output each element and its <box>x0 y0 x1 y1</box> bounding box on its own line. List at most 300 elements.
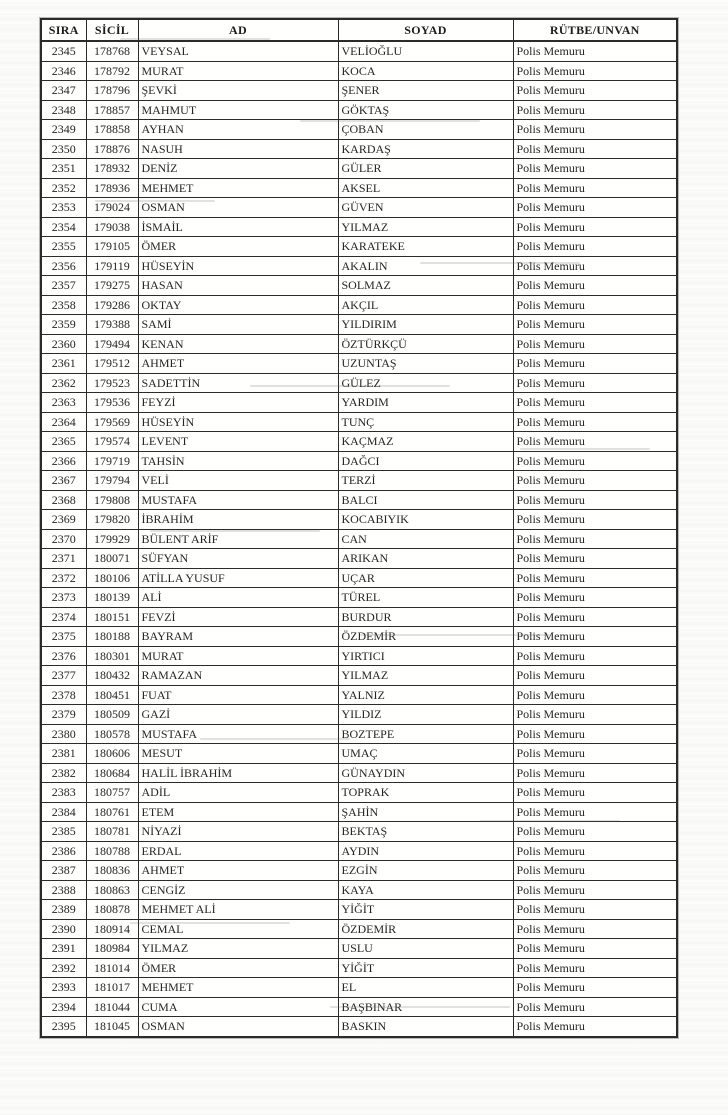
cell-sicil: 178932 <box>86 159 138 179</box>
table-row <box>41 198 677 218</box>
cell-sira: 2365 <box>41 432 86 452</box>
table-header-row <box>41 19 677 41</box>
cell-rutbe: Polis Memuru <box>513 627 677 647</box>
cell-sira: 2352 <box>41 178 86 198</box>
cell-ad: ERDAL <box>138 841 338 861</box>
cell-ad: MURAT <box>138 646 338 666</box>
table-row <box>41 393 677 413</box>
cell-sicil: 178936 <box>86 178 138 198</box>
cell-rutbe: Polis Memuru <box>513 178 677 198</box>
cell-sira: 2364 <box>41 412 86 432</box>
cell-sicil: 180509 <box>86 705 138 725</box>
cell-ad: GAZİ <box>138 705 338 725</box>
cell-sira: 2348 <box>41 100 86 120</box>
cell-soyad: EL <box>338 978 513 998</box>
cell-sira: 2387 <box>41 861 86 881</box>
table-row <box>41 646 677 666</box>
table-row <box>41 315 677 335</box>
cell-soyad: KARATEKE <box>338 237 513 257</box>
cell-sicil: 179119 <box>86 256 138 276</box>
cell-sicil: 179574 <box>86 432 138 452</box>
cell-rutbe: Polis Memuru <box>513 315 677 335</box>
cell-sicil: 179536 <box>86 393 138 413</box>
cell-soyad: TERZİ <box>338 471 513 491</box>
column-header-sicil: SİCİL <box>86 19 138 41</box>
table-row <box>41 705 677 725</box>
cell-sicil: 180139 <box>86 588 138 608</box>
cell-rutbe: Polis Memuru <box>513 997 677 1017</box>
cell-ad: SÜFYAN <box>138 549 338 569</box>
cell-soyad: GÜNAYDIN <box>338 763 513 783</box>
cell-rutbe: Polis Memuru <box>513 354 677 374</box>
cell-sicil: 181045 <box>86 1017 138 1037</box>
cell-sicil: 180151 <box>86 607 138 627</box>
cell-ad: CENGİZ <box>138 880 338 900</box>
cell-rutbe: Polis Memuru <box>513 900 677 920</box>
table-row <box>41 81 677 101</box>
cell-rutbe: Polis Memuru <box>513 958 677 978</box>
cell-sicil: 180863 <box>86 880 138 900</box>
cell-rutbe: Polis Memuru <box>513 41 677 61</box>
cell-rutbe: Polis Memuru <box>513 159 677 179</box>
cell-sira: 2359 <box>41 315 86 335</box>
table-row <box>41 139 677 159</box>
table-row <box>41 529 677 549</box>
cell-sira: 2374 <box>41 607 86 627</box>
table-row <box>41 471 677 491</box>
cell-sira: 2389 <box>41 900 86 920</box>
column-header-soyad: SOYAD <box>338 19 513 41</box>
cell-sicil: 180301 <box>86 646 138 666</box>
cell-soyad: YALNIZ <box>338 685 513 705</box>
cell-ad: ATİLLA YUSUF <box>138 568 338 588</box>
cell-sicil: 179105 <box>86 237 138 257</box>
cell-rutbe: Polis Memuru <box>513 373 677 393</box>
cell-sira: 2391 <box>41 939 86 959</box>
table-row <box>41 412 677 432</box>
cell-rutbe: Polis Memuru <box>513 198 677 218</box>
cell-ad: HALİL İBRAHİM <box>138 763 338 783</box>
cell-sicil: 180984 <box>86 939 138 959</box>
cell-ad: MEHMET ALİ <box>138 900 338 920</box>
cell-sira: 2385 <box>41 822 86 842</box>
cell-ad: BAYRAM <box>138 627 338 647</box>
table-row <box>41 666 677 686</box>
cell-ad: FEVZİ <box>138 607 338 627</box>
cell-sicil: 178768 <box>86 41 138 61</box>
cell-ad: BÜLENT ARİF <box>138 529 338 549</box>
cell-ad: MURAT <box>138 61 338 81</box>
cell-ad: MUSTAFA <box>138 490 338 510</box>
cell-soyad: KAÇMAZ <box>338 432 513 452</box>
table-body <box>41 41 677 1037</box>
cell-soyad: ÇOBAN <box>338 120 513 140</box>
cell-soyad: USLU <box>338 939 513 959</box>
cell-sicil: 179512 <box>86 354 138 374</box>
table-row <box>41 120 677 140</box>
cell-rutbe: Polis Memuru <box>513 120 677 140</box>
table-row <box>41 568 677 588</box>
cell-rutbe: Polis Memuru <box>513 237 677 257</box>
table-row <box>41 490 677 510</box>
table-row <box>41 510 677 530</box>
cell-sicil: 179523 <box>86 373 138 393</box>
table-row <box>41 295 677 315</box>
cell-rutbe: Polis Memuru <box>513 607 677 627</box>
cell-sicil: 180788 <box>86 841 138 861</box>
cell-ad: ALİ <box>138 588 338 608</box>
cell-sicil: 179719 <box>86 451 138 471</box>
cell-soyad: YARDIM <box>338 393 513 413</box>
cell-ad: ADİL <box>138 783 338 803</box>
table-row <box>41 451 677 471</box>
cell-sicil: 180578 <box>86 724 138 744</box>
cell-soyad: AKSEL <box>338 178 513 198</box>
table-row <box>41 41 677 61</box>
cell-sira: 2381 <box>41 744 86 764</box>
table-row <box>41 724 677 744</box>
cell-soyad: BASKIN <box>338 1017 513 1037</box>
cell-rutbe: Polis Memuru <box>513 529 677 549</box>
cell-rutbe: Polis Memuru <box>513 471 677 491</box>
cell-sicil: 179494 <box>86 334 138 354</box>
cell-soyad: CAN <box>338 529 513 549</box>
cell-ad: İSMAİL <box>138 217 338 237</box>
cell-rutbe: Polis Memuru <box>513 256 677 276</box>
cell-sicil: 180757 <box>86 783 138 803</box>
cell-sira: 2376 <box>41 646 86 666</box>
cell-rutbe: Polis Memuru <box>513 646 677 666</box>
table-row <box>41 841 677 861</box>
cell-rutbe: Polis Memuru <box>513 880 677 900</box>
table-row <box>41 958 677 978</box>
cell-ad: FUAT <box>138 685 338 705</box>
cell-sicil: 180188 <box>86 627 138 647</box>
cell-soyad: AKÇIL <box>338 295 513 315</box>
cell-sicil: 181014 <box>86 958 138 978</box>
cell-ad: AHMET <box>138 861 338 881</box>
cell-soyad: KAYA <box>338 880 513 900</box>
cell-rutbe: Polis Memuru <box>513 744 677 764</box>
cell-sicil: 181044 <box>86 997 138 1017</box>
cell-rutbe: Polis Memuru <box>513 295 677 315</box>
table-row <box>41 919 677 939</box>
cell-soyad: UÇAR <box>338 568 513 588</box>
cell-rutbe: Polis Memuru <box>513 783 677 803</box>
table-row <box>41 549 677 569</box>
cell-soyad: YİĞİT <box>338 958 513 978</box>
cell-rutbe: Polis Memuru <box>513 549 677 569</box>
cell-rutbe: Polis Memuru <box>513 861 677 881</box>
cell-sira: 2357 <box>41 276 86 296</box>
cell-rutbe: Polis Memuru <box>513 334 677 354</box>
cell-sira: 2363 <box>41 393 86 413</box>
cell-sira: 2367 <box>41 471 86 491</box>
cell-ad: CEMAL <box>138 919 338 939</box>
cell-ad: OSMAN <box>138 198 338 218</box>
cell-soyad: BOZTEPE <box>338 724 513 744</box>
table-row <box>41 978 677 998</box>
cell-ad: HÜSEYİN <box>138 256 338 276</box>
cell-rutbe: Polis Memuru <box>513 490 677 510</box>
cell-soyad: GÜVEN <box>338 198 513 218</box>
table-row <box>41 880 677 900</box>
cell-soyad: KOCA <box>338 61 513 81</box>
table-row <box>41 627 677 647</box>
cell-sira: 2386 <box>41 841 86 861</box>
cell-soyad: UZUNTAŞ <box>338 354 513 374</box>
cell-sira: 2392 <box>41 958 86 978</box>
cell-sicil: 180606 <box>86 744 138 764</box>
cell-rutbe: Polis Memuru <box>513 919 677 939</box>
cell-soyad: KARDAŞ <box>338 139 513 159</box>
cell-sicil: 178876 <box>86 139 138 159</box>
cell-ad: YILMAZ <box>138 939 338 959</box>
cell-ad: MEHMET <box>138 178 338 198</box>
cell-soyad: VELİOĞLU <box>338 41 513 61</box>
table-row <box>41 61 677 81</box>
cell-sira: 2351 <box>41 159 86 179</box>
cell-soyad: ARIKAN <box>338 549 513 569</box>
cell-sicil: 180781 <box>86 822 138 842</box>
cell-sicil: 179388 <box>86 315 138 335</box>
cell-ad: KENAN <box>138 334 338 354</box>
cell-rutbe: Polis Memuru <box>513 705 677 725</box>
cell-soyad: ŞENER <box>338 81 513 101</box>
cell-soyad: YILMAZ <box>338 217 513 237</box>
table-row <box>41 900 677 920</box>
cell-rutbe: Polis Memuru <box>513 100 677 120</box>
column-header-sira: SIRA <box>41 19 86 41</box>
cell-rutbe: Polis Memuru <box>513 724 677 744</box>
cell-sicil: 181017 <box>86 978 138 998</box>
cell-ad: LEVENT <box>138 432 338 452</box>
table-row <box>41 334 677 354</box>
cell-sicil: 179808 <box>86 490 138 510</box>
cell-rutbe: Polis Memuru <box>513 568 677 588</box>
cell-soyad: YILDIRIM <box>338 315 513 335</box>
cell-ad: VEYSAL <box>138 41 338 61</box>
personnel-table <box>40 18 678 1038</box>
cell-ad: NİYAZİ <box>138 822 338 842</box>
table-row <box>41 588 677 608</box>
cell-sicil: 179569 <box>86 412 138 432</box>
cell-rutbe: Polis Memuru <box>513 685 677 705</box>
cell-soyad: DAĞCI <box>338 451 513 471</box>
table-row <box>41 256 677 276</box>
cell-rutbe: Polis Memuru <box>513 802 677 822</box>
cell-sicil: 180761 <box>86 802 138 822</box>
cell-sicil: 180071 <box>86 549 138 569</box>
table-row <box>41 763 677 783</box>
cell-sira: 2371 <box>41 549 86 569</box>
table-row <box>41 1017 677 1037</box>
cell-sira: 2362 <box>41 373 86 393</box>
cell-soyad: BEKTAŞ <box>338 822 513 842</box>
cell-sira: 2358 <box>41 295 86 315</box>
cell-rutbe: Polis Memuru <box>513 666 677 686</box>
cell-rutbe: Polis Memuru <box>513 393 677 413</box>
cell-rutbe: Polis Memuru <box>513 978 677 998</box>
cell-soyad: YILMAZ <box>338 666 513 686</box>
cell-sicil: 180432 <box>86 666 138 686</box>
table-row <box>41 802 677 822</box>
column-header-ad: AD <box>138 19 338 41</box>
cell-sicil: 178792 <box>86 61 138 81</box>
cell-sira: 2369 <box>41 510 86 530</box>
cell-rutbe: Polis Memuru <box>513 61 677 81</box>
table-row <box>41 685 677 705</box>
cell-soyad: SOLMAZ <box>338 276 513 296</box>
cell-sira: 2368 <box>41 490 86 510</box>
cell-sicil: 180878 <box>86 900 138 920</box>
cell-soyad: GÜLEZ <box>338 373 513 393</box>
cell-soyad: KOCABIYIK <box>338 510 513 530</box>
cell-soyad: YILDIZ <box>338 705 513 725</box>
table-row <box>41 178 677 198</box>
cell-sira: 2347 <box>41 81 86 101</box>
cell-rutbe: Polis Memuru <box>513 139 677 159</box>
cell-soyad: TUNÇ <box>338 412 513 432</box>
cell-rutbe: Polis Memuru <box>513 217 677 237</box>
cell-ad: RAMAZAN <box>138 666 338 686</box>
table-row <box>41 939 677 959</box>
table-row <box>41 822 677 842</box>
cell-soyad: BAŞBINAR <box>338 997 513 1017</box>
cell-sicil: 180836 <box>86 861 138 881</box>
column-header-rutbe: RÜTBE/UNVAN <box>513 19 677 41</box>
cell-ad: OSMAN <box>138 1017 338 1037</box>
cell-rutbe: Polis Memuru <box>513 822 677 842</box>
cell-sicil: 179275 <box>86 276 138 296</box>
table-row <box>41 159 677 179</box>
cell-sira: 2377 <box>41 666 86 686</box>
cell-soyad: BALCI <box>338 490 513 510</box>
cell-sicil: 179038 <box>86 217 138 237</box>
cell-sira: 2379 <box>41 705 86 725</box>
cell-ad: OKTAY <box>138 295 338 315</box>
cell-soyad: TOPRAK <box>338 783 513 803</box>
cell-sira: 2346 <box>41 61 86 81</box>
cell-ad: MESUT <box>138 744 338 764</box>
cell-soyad: YİĞİT <box>338 900 513 920</box>
cell-soyad: GÖKTAŞ <box>338 100 513 120</box>
cell-sira: 2345 <box>41 41 86 61</box>
cell-rutbe: Polis Memuru <box>513 412 677 432</box>
table-row <box>41 217 677 237</box>
cell-sira: 2361 <box>41 354 86 374</box>
cell-soyad: ŞAHİN <box>338 802 513 822</box>
table-row <box>41 237 677 257</box>
cell-sira: 2350 <box>41 139 86 159</box>
cell-soyad: ÖZTÜRKÇÜ <box>338 334 513 354</box>
cell-sira: 2394 <box>41 997 86 1017</box>
cell-sira: 2370 <box>41 529 86 549</box>
cell-rutbe: Polis Memuru <box>513 81 677 101</box>
cell-ad: VELİ <box>138 471 338 491</box>
table-row <box>41 432 677 452</box>
cell-rutbe: Polis Memuru <box>513 451 677 471</box>
cell-soyad: GÜLER <box>338 159 513 179</box>
cell-sicil: 178796 <box>86 81 138 101</box>
cell-ad: NASUH <box>138 139 338 159</box>
cell-sicil: 180451 <box>86 685 138 705</box>
cell-soyad: AYDIN <box>338 841 513 861</box>
cell-sira: 2349 <box>41 120 86 140</box>
table-row <box>41 100 677 120</box>
cell-ad: AHMET <box>138 354 338 374</box>
cell-rutbe: Polis Memuru <box>513 1017 677 1037</box>
table-row <box>41 373 677 393</box>
cell-soyad: AKALIN <box>338 256 513 276</box>
cell-sira: 2380 <box>41 724 86 744</box>
cell-ad: ÖMER <box>138 958 338 978</box>
cell-sicil: 180684 <box>86 763 138 783</box>
cell-ad: MEHMET <box>138 978 338 998</box>
table-row <box>41 997 677 1017</box>
cell-ad: MUSTAFA <box>138 724 338 744</box>
cell-ad: SAMİ <box>138 315 338 335</box>
cell-sicil: 180914 <box>86 919 138 939</box>
cell-soyad: TÜREL <box>338 588 513 608</box>
cell-sira: 2384 <box>41 802 86 822</box>
cell-rutbe: Polis Memuru <box>513 939 677 959</box>
cell-rutbe: Polis Memuru <box>513 763 677 783</box>
table-row <box>41 744 677 764</box>
table-row <box>41 607 677 627</box>
cell-sira: 2353 <box>41 198 86 218</box>
cell-sicil: 179794 <box>86 471 138 491</box>
cell-ad: ŞEVKİ <box>138 81 338 101</box>
cell-rutbe: Polis Memuru <box>513 276 677 296</box>
cell-sicil: 180106 <box>86 568 138 588</box>
cell-rutbe: Polis Memuru <box>513 841 677 861</box>
cell-ad: SADETTİN <box>138 373 338 393</box>
cell-rutbe: Polis Memuru <box>513 510 677 530</box>
cell-sira: 2360 <box>41 334 86 354</box>
cell-sira: 2395 <box>41 1017 86 1037</box>
cell-soyad: EZGİN <box>338 861 513 881</box>
cell-sicil: 179929 <box>86 529 138 549</box>
cell-soyad: ÖZDEMİR <box>338 919 513 939</box>
cell-ad: MAHMUT <box>138 100 338 120</box>
cell-sira: 2356 <box>41 256 86 276</box>
cell-sira: 2388 <box>41 880 86 900</box>
cell-sicil: 178858 <box>86 120 138 140</box>
cell-ad: ÖMER <box>138 237 338 257</box>
cell-ad: AYHAN <box>138 120 338 140</box>
cell-sira: 2382 <box>41 763 86 783</box>
cell-rutbe: Polis Memuru <box>513 432 677 452</box>
cell-sira: 2373 <box>41 588 86 608</box>
cell-sicil: 179024 <box>86 198 138 218</box>
table-row <box>41 783 677 803</box>
cell-sira: 2366 <box>41 451 86 471</box>
cell-sira: 2355 <box>41 237 86 257</box>
cell-sira: 2378 <box>41 685 86 705</box>
cell-sira: 2354 <box>41 217 86 237</box>
cell-sicil: 178857 <box>86 100 138 120</box>
cell-ad: HASAN <box>138 276 338 296</box>
table-row <box>41 861 677 881</box>
cell-ad: HÜSEYİN <box>138 412 338 432</box>
cell-soyad: BURDUR <box>338 607 513 627</box>
cell-ad: DENİZ <box>138 159 338 179</box>
cell-ad: İBRAHİM <box>138 510 338 530</box>
cell-sicil: 179286 <box>86 295 138 315</box>
cell-soyad: ÖZDEMİR <box>338 627 513 647</box>
cell-sira: 2372 <box>41 568 86 588</box>
